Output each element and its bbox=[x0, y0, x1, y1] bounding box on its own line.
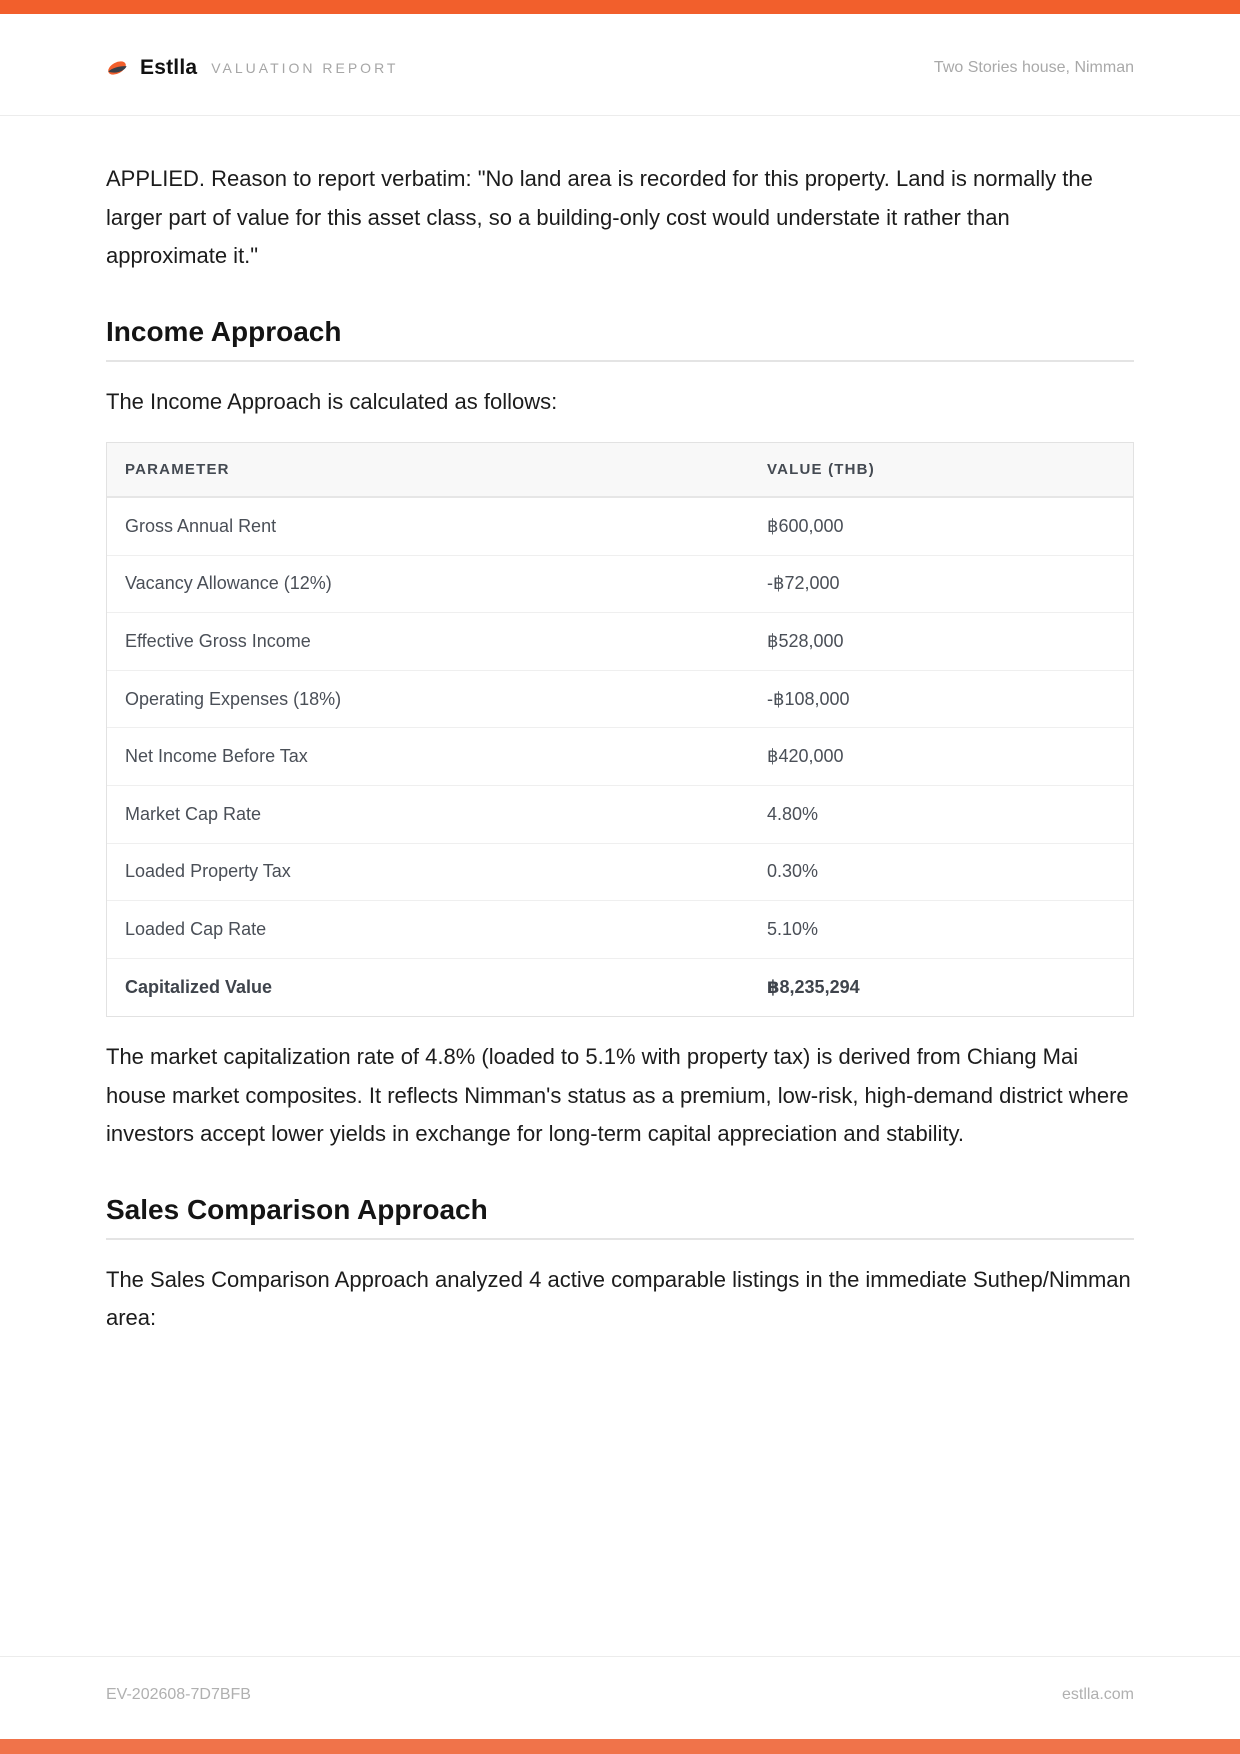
column-header-value: VALUE (THB) bbox=[767, 461, 875, 478]
property-name: Two Stories house, Nimman bbox=[933, 59, 1134, 76]
table-cell-value: ฿528,000 bbox=[767, 630, 844, 651]
income-approach-table bbox=[106, 442, 1134, 1017]
sales-comparison-intro: The Sales Comparison Approach analyzed 4 active comparable listings in the immediate Suthep/Nimman area: bbox=[106, 1266, 1131, 1331]
table-cell-parameter: Effective Gross Income bbox=[125, 630, 311, 651]
income-approach-intro: The Income Approach is calculated as follows: bbox=[106, 388, 558, 414]
cap-rate-explanation: The market capitalization rate of 4.8% (loaded to 5.1% with property tax) is derived from Chiang Mai house market composites. It reflects Nimman's status as a premium, low-risk, high-demand district where investors accept lower yields in exchange for long-term capital appreciation and stability. bbox=[106, 1044, 1129, 1147]
table-cell-value: 0.30% bbox=[767, 861, 819, 882]
brand-name: Estlla bbox=[140, 56, 198, 79]
table-cell-parameter: Market Cap Rate bbox=[125, 803, 262, 824]
sales-comparison-heading: Sales Comparison Approach bbox=[106, 1194, 1134, 1240]
table-cell-parameter: Operating Expenses (18%) bbox=[125, 688, 342, 709]
table-cell-value: ฿600,000 bbox=[767, 515, 844, 536]
table-cell-value: ฿420,000 bbox=[767, 746, 844, 767]
column-header-parameter: PARAMETER bbox=[125, 461, 230, 478]
table-cell-value: ฿8,235,294 bbox=[767, 977, 860, 998]
table-total-row bbox=[107, 959, 1133, 1017]
table-row bbox=[107, 844, 1133, 902]
table-row bbox=[107, 613, 1133, 671]
table-header-row bbox=[107, 443, 1133, 498]
table-cell-parameter: Net Income Before Tax bbox=[125, 746, 308, 767]
table-row bbox=[107, 728, 1133, 786]
top-accent-bar bbox=[0, 0, 1240, 14]
report-content bbox=[106, 160, 1134, 1338]
website-link[interactable]: estlla.com bbox=[1061, 1686, 1134, 1703]
table-cell-value: 5.10% bbox=[767, 918, 819, 939]
table-row bbox=[107, 786, 1133, 844]
table-cell-value: -฿108,000 bbox=[767, 688, 850, 709]
page-footer bbox=[0, 1656, 1240, 1739]
table-row bbox=[107, 671, 1133, 729]
report-id: EV-202608-7D7BFB bbox=[106, 1686, 251, 1703]
table-cell-parameter: Loaded Property Tax bbox=[125, 861, 291, 882]
report-type-label: VALUATION REPORT bbox=[211, 60, 399, 76]
page-header bbox=[0, 14, 1240, 116]
cost-approach-note: APPLIED. Reason to report verbatim: "No land area is recorded for this property. Land is normally the larger part of value for this asset class, so a building-only cost would understate it rather than approximate it." bbox=[106, 166, 1093, 268]
table-cell-parameter: Loaded Cap Rate bbox=[125, 918, 267, 939]
bottom-accent-bar bbox=[0, 1739, 1240, 1754]
table-cell-value: -฿72,000 bbox=[767, 573, 840, 594]
table-cell-value: 4.80% bbox=[767, 803, 819, 824]
table-cell-parameter: Capitalized Value bbox=[125, 977, 273, 998]
table-cell-parameter: Vacancy Allowance (12%) bbox=[125, 573, 332, 594]
income-approach-heading: Income Approach bbox=[106, 316, 1134, 362]
table-cell-parameter: Gross Annual Rent bbox=[125, 515, 277, 536]
table-row bbox=[107, 901, 1133, 959]
brand-logo bbox=[106, 56, 398, 80]
table-row bbox=[107, 498, 1133, 556]
table-row bbox=[107, 556, 1133, 614]
estlla-logo-icon bbox=[106, 59, 128, 77]
